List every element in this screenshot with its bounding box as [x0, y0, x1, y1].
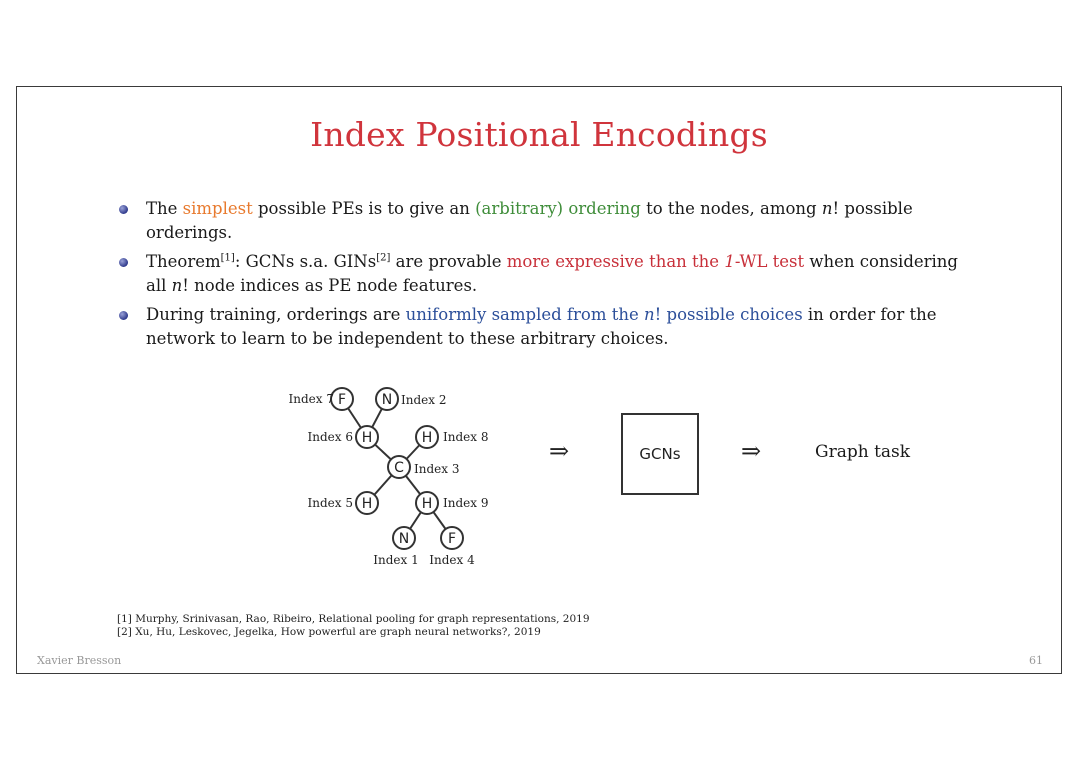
ref-marker: [1]	[220, 252, 235, 264]
bullet-list	[117, 197, 977, 356]
page-number: 61	[1029, 654, 1043, 667]
node-index-label: Index 4	[429, 553, 475, 567]
slide	[16, 86, 1062, 674]
graph-node	[429, 527, 475, 567]
node-atom-label: H	[361, 430, 373, 446]
node-index-label: Index 6	[307, 430, 353, 444]
node-atom-label: H	[361, 496, 373, 512]
node-atom-label: H	[421, 496, 433, 512]
graph-task-label: Graph task	[815, 442, 911, 462]
node-atom-label: F	[337, 392, 347, 408]
bullet-icon	[119, 205, 128, 214]
node-index-label: Index 7	[288, 392, 334, 406]
graph-node	[308, 492, 378, 514]
highlight-simplest: simplest	[182, 199, 253, 218]
graph-node	[373, 527, 418, 567]
node-atom-label: H	[421, 430, 433, 446]
node-atom-label: N	[398, 531, 410, 547]
bullet-item: During training, orderings are uniformly sampled from the n! possible choices in order for the network to learn to be independent to these arbitrary choices.	[117, 303, 977, 351]
node-index-label: Index 2	[401, 393, 447, 407]
gcns-label: GCNs	[639, 445, 681, 463]
highlight-ordering: (arbitrary) ordering	[475, 199, 641, 218]
arrow-right-icon: ⇒	[549, 437, 570, 465]
node-atom-label: C	[394, 460, 404, 476]
node-index-label: Index 1	[373, 553, 419, 567]
molecule-graph	[267, 375, 507, 575]
reference-2: [2] Xu, Hu, Leskovec, Jegelka, How powerful are graph neural networks?, 2019	[117, 626, 541, 638]
node-index-label: Index 8	[443, 430, 489, 444]
footer-author: Xavier Bresson	[37, 654, 122, 667]
graph-node	[376, 388, 446, 410]
bullet-item: The simplest possible PEs is to give an (arbitrary) ordering to the nodes, among n! possible orderings.	[117, 197, 977, 245]
bullet-icon	[119, 311, 128, 320]
arrow-right-icon: ⇒	[741, 437, 762, 465]
bullet-item: Theorem[1]: GCNs s.a. GINs[2] are provable more expressive than the 1-WL test when considering all n! node indices as PE node features.	[117, 250, 977, 298]
graph-node	[416, 426, 488, 448]
highlight-expressive: more expressive than the 1-WL test	[506, 252, 805, 271]
node-index-label: Index 9	[443, 496, 489, 510]
bullet-icon	[119, 258, 128, 267]
references	[117, 613, 590, 639]
ref-marker: [2]	[376, 252, 391, 264]
graph-node	[289, 388, 353, 410]
gcns-box	[621, 413, 699, 495]
node-index-label: Index 3	[414, 462, 460, 476]
node-atom-label: F	[447, 531, 457, 547]
graph-node	[308, 426, 378, 448]
node-index-label: Index 5	[307, 496, 353, 510]
node-atom-label: N	[381, 392, 393, 408]
graph-node	[388, 456, 459, 478]
slide-title: Index Positional Encodings	[310, 115, 768, 154]
reference-1: [1] Murphy, Srinivasan, Rao, Ribeiro, Relational pooling for graph representations, 2019	[117, 613, 590, 625]
graph-node	[416, 492, 488, 514]
highlight-sampled: uniformly sampled from the n! possible choices	[405, 305, 803, 324]
